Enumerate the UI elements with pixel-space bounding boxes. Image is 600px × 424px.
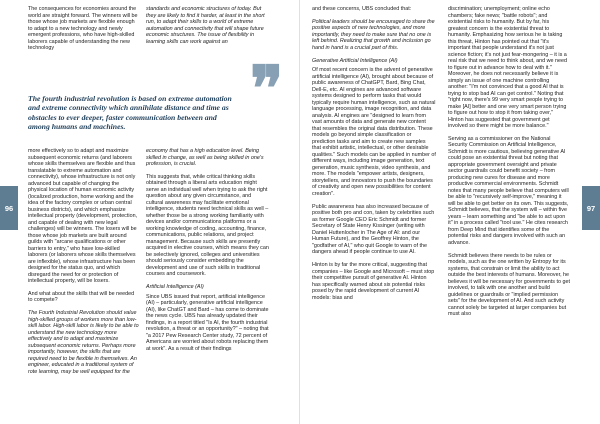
paragraph: This suggests that, while critical thinking skills obtained through a liberal arts education might serve an individual well when trying to ask the right question about any given circumstance, and cultural awareness may facilitate emotional intelligence, students need technical skills as well – whether those be a strong working familiarity with devices and/or communications platforms or a working knowledge of coding, accounting, finance, communications, public relations, and project management. Because such skills are presently acquired in elective courses, which means they can be selectively ignored, colleges and universities should seriously consider embedding the development and use of such skills in traditional courses and coursework.: [146, 173, 269, 278]
paragraph: And what about the skills that will be needed to compete?: [28, 290, 135, 304]
page-number-tab: [582, 186, 600, 230]
paragraph: The Fourth Industrial Revolution should value high-skilled groups of workers more than low-skill labor. High-skill labor is likely to be able to understand the new technology more effectively and to adapt and maximize subsequent economic returns. Perhaps more importantly, however, the skills that are required need to be flexible in themselves. An engineer, educated in a traditional system of rote learning, may be well equipped for the: [28, 310, 139, 375]
paragraph: The consequences for economies around the world are straight forward. The winners will be those whose job markets are flexible enough to adapt to a new technology and newly emergent professions, who have high-skilled laborers capable of understanding the new technology: [28, 6, 138, 51]
right-column-2: [448, 6, 570, 324]
paragraph: Public awareness has also increased because of positive both pro and con, taken by celebrities such as former Google CEO Eric Schmidt and former Secretary of State Henry Kissinger (writing with Daniel Huttenlocher in The Age of AI: and our Human Future), and the Geoffrey Hinton, the "godfather of AI," who quit Google to warn of the dangers ahead if people continue to use AI.: [312, 203, 435, 256]
left-column-1: [28, 148, 140, 382]
paragraph: and these concerns, UBS concluded that:: [312, 6, 412, 12]
paragraph: more effectively so to adapt and maximize subsequent economic returns (and laborers whose skills themselves are flexible and thus translatable to extreme automation and connectivity), whose infrastructure is not only advanced but capable of changing the physical location of human economic activity (localized production, home working and the idea of the factory complex or urban central business districts), and which emphasize intellectual property (development, protection, and capable of dealing with new legal challenges) will be winners. The losers will be those whose job markets are built around guilds with "arcane qualifications or other barriers to entry," who have low-skilled laborers (or laborers whose skills themselves are inflexible), whose infrastructure has been designed for the status quo, and which disregard the need for or protection of intellectual property, will be losers.: [28, 148, 138, 284]
right-column-1: [312, 6, 436, 307]
paragraph: Of most recent concern is the advent of generative artificial intelligence (AI), brought about because of public awareness of ChatGPT, Bard, Bing Chat, Dell-E, etc. AI engines are advanced software systems designed to perform tasks that would typically require human intelligence, such as natural language processing, image recognition, and data analysis. AI engines are "designed to learn from vast amounts of data and generate new content that resembles the original data distribution. These models go beyond simple classification or prediction tasks and aim to create new samples that exhibit artistic, intellectual, or other desirable qualities." Such models can be applied in number of different ways, including image generation, text generation, music synthesis, video synthesis, and more. The models "empower artists, designers, storytellers, and innovators to push the boundaries of creativity and open new possibilities for content creation".: [312, 67, 436, 197]
right-page: [300, 0, 600, 424]
paragraph: Schmidt believes there needs to be rules or models, such as the one written by Entropy for its systems, that constrain or limit the ability to act outside the best interests of humans. Moreover, he believes it will be necessary for governments to get involved, to talk with one another and build guidelines or guardrails or "implied permission sets" for the development of AI. And such activity cannot solely be targeted at larger companies but must also: [448, 252, 570, 318]
pull-quote: The fourth industrial revolution is based on extreme automation and extreme connectivity which annihilate distance and time as obstacles to ever deeper, faster communication between and among humans and machines.: [28, 94, 232, 132]
left-top-column-2: [146, 6, 270, 51]
page-number: 96: [4, 203, 14, 213]
quote-mark-icon: ❞: [250, 52, 278, 125]
section-heading: Artificial Intelligence (AI): [146, 284, 204, 291]
paragraph: Serving as a commissioner on the National Security Commission on Artificial Intelligence, Schmidt is more cautious, believing generative AI could pose an existential threat but noting that appropriate government oversight and private sector guardrails could benefit society – from producing new cures for disease and more productive commercial environments. Schmidt notes that many people believe that computers will be able to "recursively self-improve," meaning it will be able to get better on its own. This suggests, Schmidt believes, that the system will – within five years – learn something and "be able to act upon it" in a process called "tool use." He cites research from Deep Mind that identifies some of the potential risks and dangers involved with such an advance.: [448, 135, 569, 246]
paragraph: standards and economic structures of today. But they are likely to find it harder, at least in the short run, to adapt their skills to a world of extreme automation and connectivity that will shape future economic structures. The issue of flexibility in learning skills can work against an: [146, 6, 265, 45]
page-number-tab: [0, 186, 18, 230]
left-top-column-1: [28, 6, 140, 58]
paragraph: discrimination; unemployment; online echo chambers; fake news; "battle robots"; and existential risks to humanity. But by far, his greatest concern is the existential threat to humanity. Emphasizing how serious he is taking this threat, Hinton has pointed out that "it's important that people understand it's not just science fiction; it's not just fear-mongering – it is a real risk that we need to think about, and we need to figure out in advance how to deal with it." Moreover, he does not necessarily believe it is simply an issue of one machine controlling another: "I'm not convinced that a good AI that is trying to stop bad AI can get control." Noting that "right now, there's 99 very smart people trying to make [AI] better and one very smart person trying to figure out how to stop it from taking over," Hinton has suggested that government get involved so there might be more balance.": [448, 6, 567, 129]
page-number: 97: [586, 203, 596, 213]
paragraph: Political leaders should be encouraged to share the positive aspects of new technologies, and more importantly, they need to make sure that no one is left behind. Realizing that growth and inclusion go hand in hand is a crucial part of this.: [312, 18, 435, 51]
section-heading: Generative Artificial Intelligence (AI): [312, 57, 398, 64]
left-column-2: [146, 148, 270, 359]
paragraph: Hinton is by far the more critical, suggesting that companies – like Google and Microsoft – must stop their competitive pursuit of generative AI. Hinton has specifically warned about six potential risks posed by the rapid development of current AI models: bias and: [312, 262, 435, 301]
paragraph: economy that has a high education level. Being skilled in change, as well as being skilled in one's profession, is crucial.: [146, 148, 264, 167]
paragraph: Since UBS issued that report, artificial intelligence (AI) – particularly, generative artificial intelligence (AI), like ChatGT and Bard – has come to dominate the news cycle. UBS has already updated their findings, in a report titled "Is AI, the fourth industrial revolution, a threat or an opportunity?" – noting that "a 2017 Pew Research Center study, 72 percent of Americans are worried about robots replacing them at work". As a result of their findings: [146, 293, 269, 352]
